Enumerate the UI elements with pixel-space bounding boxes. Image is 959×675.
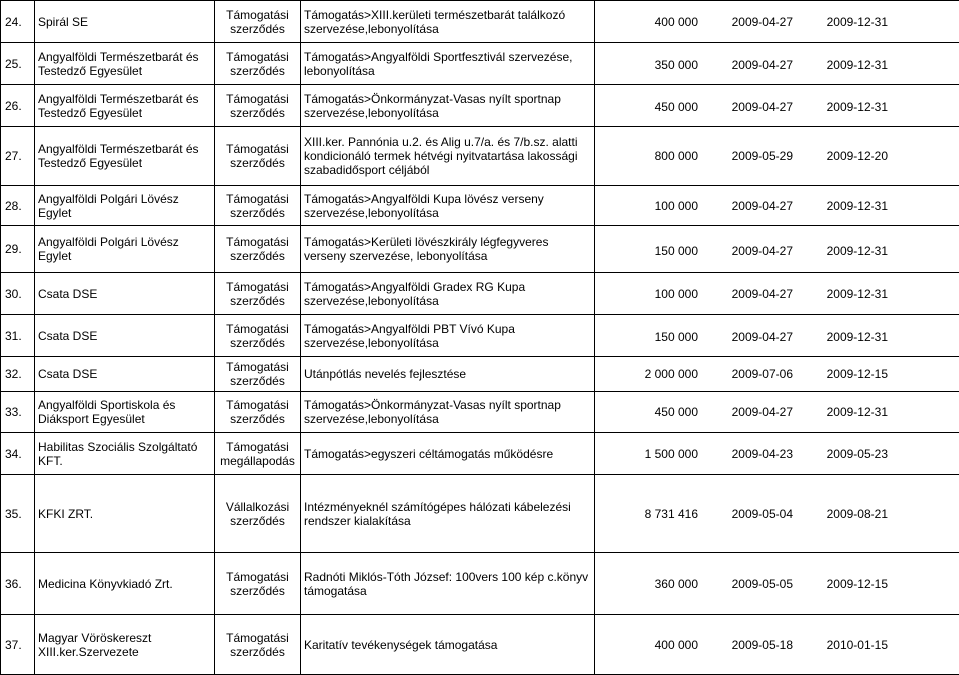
contract-type: Támogatási szerződés: [215, 553, 301, 615]
party-name: KFKI ZRT.: [35, 475, 215, 553]
start-date: 2009-04-27: [698, 405, 793, 419]
contract-type: Támogatási szerződés: [215, 85, 301, 127]
contract-type: Támogatási szerződés: [215, 186, 301, 226]
party-name: Spirál SE: [35, 1, 215, 43]
end-date: 2009-12-31: [793, 244, 888, 258]
table-row: [1, 553, 959, 615]
contract-type: Támogatási szerződés: [215, 226, 301, 273]
contract-purpose: Támogatás>Angyalföldi Sportfesztivál szervezése, lebonyolítása: [301, 43, 595, 85]
table-row: [1, 273, 959, 315]
contract-type: Támogatási szerződés: [215, 273, 301, 315]
amount: 150 000: [598, 244, 698, 258]
contract-type: Támogatási megállapodás: [215, 433, 301, 475]
party-name: Habilitas Szociális Szolgáltató KFT.: [35, 433, 215, 475]
start-date: 2009-05-05: [698, 577, 793, 591]
table-row: [1, 226, 959, 273]
party-name: Angyalföldi Sportiskola és Diáksport Egyesület: [35, 392, 215, 433]
row-number: 27.: [1, 127, 35, 186]
table-row: [1, 85, 959, 127]
contract-purpose: Támogatás>Kerületi lövészkirály légfegyveres verseny szervezése, lebonyolítása: [301, 226, 595, 273]
amount: 100 000: [598, 287, 698, 301]
table-row: [1, 127, 959, 186]
start-date: 2009-04-27: [698, 287, 793, 301]
end-date: 2009-12-31: [793, 330, 888, 344]
row-number: 32.: [1, 357, 35, 392]
end-date: 2010-01-15: [793, 638, 888, 652]
table-row: [1, 615, 959, 675]
contract-purpose: Radnóti Miklós-Tóth József: 100vers 100 kép c.könyv támogatása: [301, 553, 595, 615]
amount: 800 000: [598, 149, 698, 163]
contract-type: Támogatási szerződés: [215, 127, 301, 186]
start-date: 2009-04-23: [698, 447, 793, 461]
row-number: 33.: [1, 392, 35, 433]
end-date: 2009-12-15: [793, 577, 888, 591]
row-number: 36.: [1, 553, 35, 615]
end-date: 2009-12-31: [793, 405, 888, 419]
party-name: Angyalföldi Természetbarát és Testedző Egyesület: [35, 85, 215, 127]
contract-purpose: Támogatás>Önkormányzat-Vasas nyílt sportnap szervezése,lebonyolítása: [301, 392, 595, 433]
start-date: 2009-07-06: [698, 367, 793, 381]
start-date: 2009-04-27: [698, 199, 793, 213]
amount: 2 000 000: [598, 367, 698, 381]
contract-type: Támogatási szerződés: [215, 1, 301, 43]
amount: 100 000: [598, 199, 698, 213]
party-name: Csata DSE: [35, 315, 215, 357]
party-name: Magyar Vöröskereszt XIII.ker.Szervezete: [35, 615, 215, 675]
contract-figures: [595, 127, 959, 186]
end-date: 2009-12-31: [793, 58, 888, 72]
table-row: [1, 315, 959, 357]
party-name: Csata DSE: [35, 357, 215, 392]
row-number: 24.: [1, 1, 35, 43]
end-date: 2009-12-20: [793, 149, 888, 163]
contract-figures: [595, 43, 959, 85]
table-row: [1, 357, 959, 392]
contract-figures: [595, 186, 959, 226]
contract-type: Támogatási szerződés: [215, 315, 301, 357]
contract-figures: [595, 357, 959, 392]
row-number: 30.: [1, 273, 35, 315]
party-name: Angyalföldi Polgári Lövész Egylet: [35, 186, 215, 226]
party-name: Csata DSE: [35, 273, 215, 315]
contract-purpose: Támogatás>Angyalföldi Gradex RG Kupa szervezése,lebonyolítása: [301, 273, 595, 315]
end-date: 2009-12-15: [793, 367, 888, 381]
row-number: 35.: [1, 475, 35, 553]
contract-figures: [595, 392, 959, 433]
contract-figures: [595, 315, 959, 357]
table-row: [1, 1, 959, 43]
contract-type: Támogatási szerződés: [215, 43, 301, 85]
contract-figures: [595, 475, 959, 553]
party-name: Angyalföldi Természetbarát és Testedző Egyesület: [35, 43, 215, 85]
contract-type: Támogatási szerződés: [215, 615, 301, 675]
table-row: [1, 186, 959, 226]
table-row: [1, 433, 959, 475]
end-date: 2009-08-21: [793, 507, 888, 521]
row-number: 31.: [1, 315, 35, 357]
contract-type: Támogatási szerződés: [215, 392, 301, 433]
row-number: 29.: [1, 226, 35, 273]
amount: 450 000: [598, 405, 698, 419]
amount: 400 000: [598, 638, 698, 652]
amount: 8 731 416: [598, 507, 698, 521]
party-name: Medicina Könyvkiadó Zrt.: [35, 553, 215, 615]
table-row: [1, 475, 959, 553]
row-number: 34.: [1, 433, 35, 475]
row-number: 28.: [1, 186, 35, 226]
end-date: 2009-12-31: [793, 15, 888, 29]
start-date: 2009-04-27: [698, 15, 793, 29]
start-date: 2009-05-04: [698, 507, 793, 521]
amount: 150 000: [598, 330, 698, 344]
contract-figures: [595, 553, 959, 615]
contract-type: Támogatási szerződés: [215, 357, 301, 392]
contract-figures: [595, 1, 959, 43]
contract-figures: [595, 433, 959, 475]
contract-purpose: Támogatás>Angyalföldi PBT Vívó Kupa szervezése,lebonyolítása: [301, 315, 595, 357]
contract-type: Vállalkozási szerződés: [215, 475, 301, 553]
contract-purpose: Karitatív tevékenységek támogatása: [301, 615, 595, 675]
contract-purpose: Utánpótlás nevelés fejlesztése: [301, 357, 595, 392]
contract-purpose: XIII.ker. Pannónia u.2. és Alig u.7/a. és 7/b.sz. alatti kondicionáló termek hétvégi nyitvatartása lakossági szabadidősport céljából: [301, 127, 595, 186]
amount: 350 000: [598, 58, 698, 72]
contract-figures: [595, 273, 959, 315]
start-date: 2009-04-27: [698, 330, 793, 344]
start-date: 2009-04-27: [698, 100, 793, 114]
party-name: Angyalföldi Polgári Lövész Egylet: [35, 226, 215, 273]
contract-purpose: Intézményeknél számítógépes hálózati kábelezési rendszer kialakítása: [301, 475, 595, 553]
contract-figures: [595, 615, 959, 675]
end-date: 2009-12-31: [793, 199, 888, 213]
end-date: 2009-12-31: [793, 100, 888, 114]
contract-figures: [595, 226, 959, 273]
contract-figures: [595, 85, 959, 127]
contract-purpose: Támogatás>Önkormányzat-Vasas nyílt sportnap szervezése,lebonyolítása: [301, 85, 595, 127]
table-row: [1, 392, 959, 433]
amount: 360 000: [598, 577, 698, 591]
start-date: 2009-05-18: [698, 638, 793, 652]
contract-purpose: Támogatás>XIII.kerületi természetbarát találkozó szervezése,lebonyolítása: [301, 1, 595, 43]
end-date: 2009-12-31: [793, 287, 888, 301]
end-date: 2009-05-23: [793, 447, 888, 461]
row-number: 25.: [1, 43, 35, 85]
contract-purpose: Támogatás>Angyalföldi Kupa lövész verseny szervezése,lebonyolítása: [301, 186, 595, 226]
row-number: 26.: [1, 85, 35, 127]
amount: 400 000: [598, 15, 698, 29]
start-date: 2009-05-29: [698, 149, 793, 163]
party-name: Angyalföldi Természetbarát és Testedző Egyesület: [35, 127, 215, 186]
start-date: 2009-04-27: [698, 244, 793, 258]
amount: 1 500 000: [598, 447, 698, 461]
contract-purpose: Támogatás>egyszeri céltámogatás működésre: [301, 433, 595, 475]
table-row: [1, 43, 959, 85]
row-number: 37.: [1, 615, 35, 675]
amount: 450 000: [598, 100, 698, 114]
start-date: 2009-04-27: [698, 58, 793, 72]
